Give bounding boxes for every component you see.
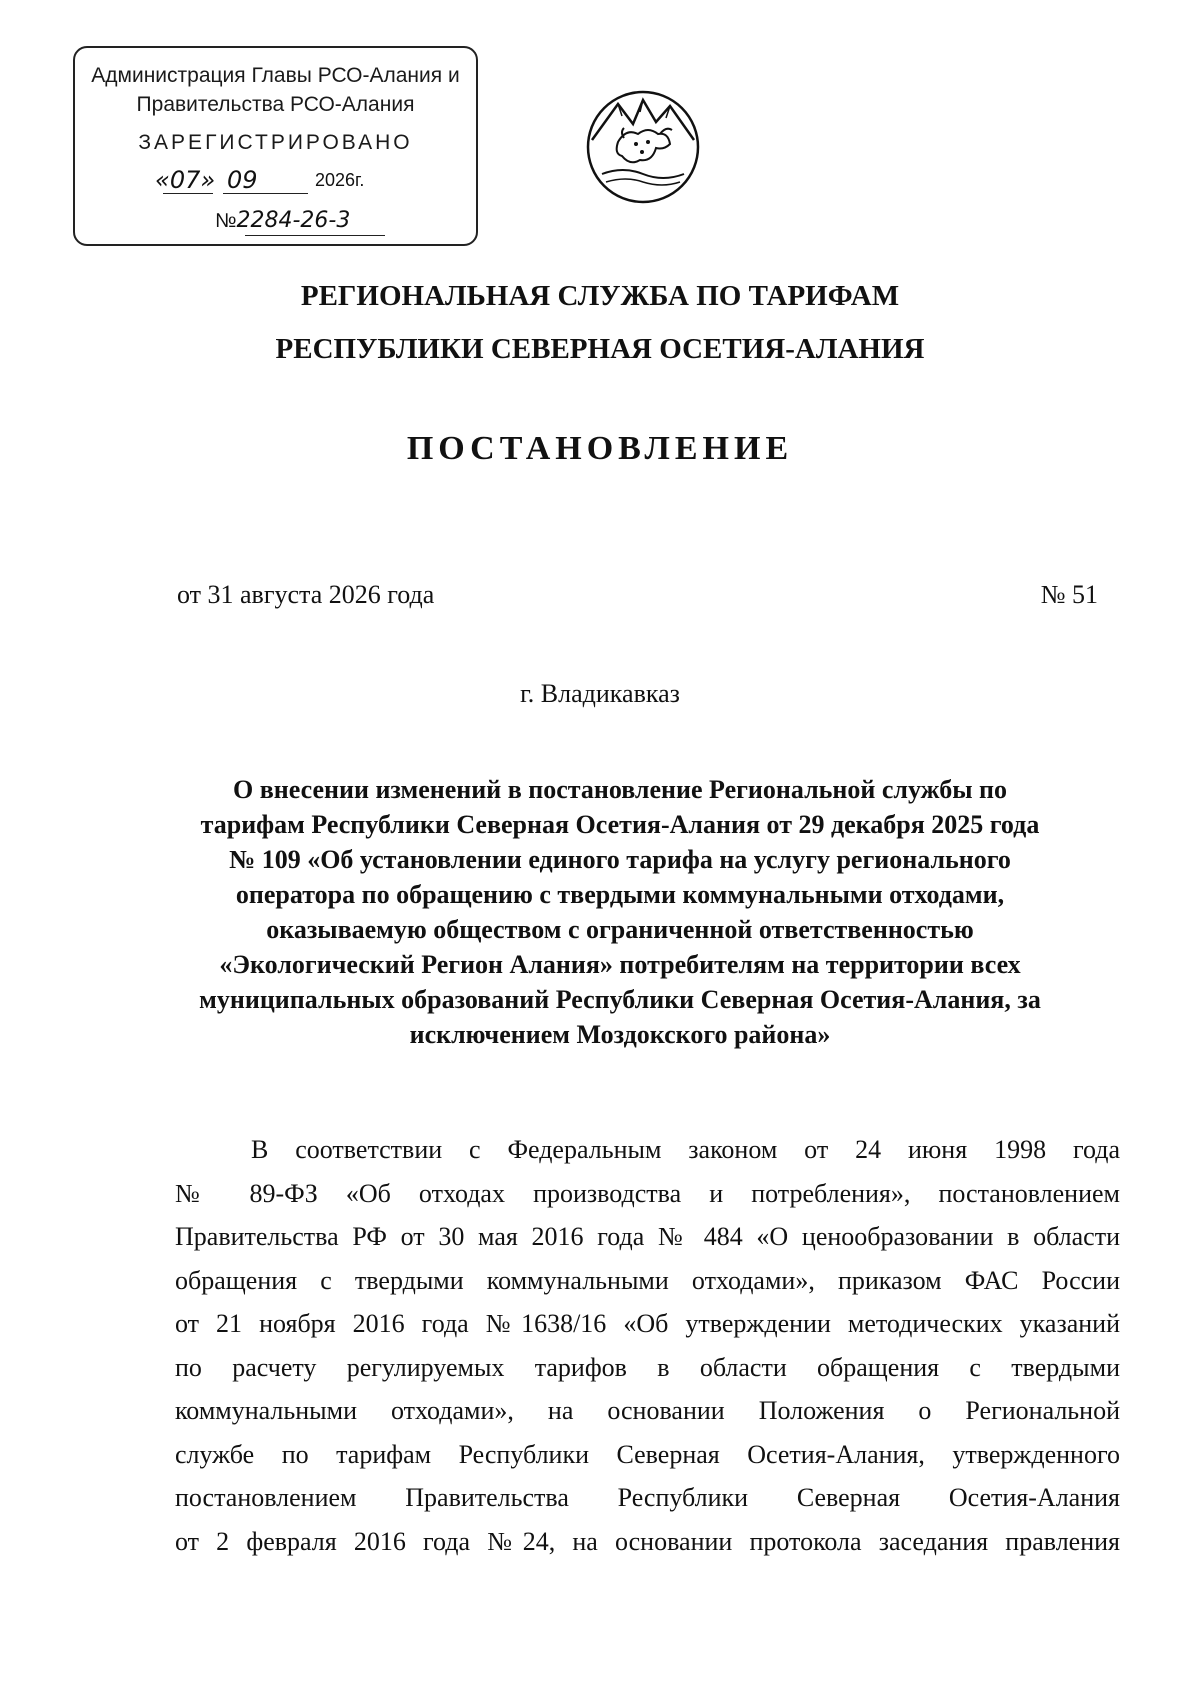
subject-line: муниципальных образований Республики Северная Осетия-Алания, за	[199, 985, 1041, 1014]
subject-line: оператора по обращению с твердыми коммунальными отходами,	[235, 880, 1005, 909]
stamp-registered: ЗАРЕГИСТРИРОВАНО	[138, 131, 413, 154]
stamp-date	[155, 166, 415, 196]
document-subject	[170, 772, 1070, 1052]
body-line: коммунальными отходами», на основании Положения о Региональной	[175, 1396, 1120, 1425]
org-title-line-2: РЕСПУБЛИКИ СЕВЕРНАЯ ОСЕТИЯ-АЛАНИЯ	[275, 333, 925, 365]
stamp-number-underline	[245, 235, 385, 236]
subject-line: тарифам Республики Северная Осетия-Алания от 29 декабря 2025 года	[200, 810, 1040, 839]
stamp-number	[215, 208, 455, 238]
subject-line: О внесении изменений в постановление Региональной службы по	[233, 775, 1007, 804]
stamp-line-2: Правительства РСО-Алания	[136, 93, 415, 116]
stamp-line-1: Администрация Главы РСО-Алания и	[91, 64, 460, 87]
document-city: г. Владикавказ	[520, 679, 680, 708]
stamp-day-underline	[163, 193, 213, 194]
body-line: от 2 февраля 2016 года №24, на основании протокола заседания правления	[175, 1526, 1120, 1556]
stamp-year: 2026г.	[315, 170, 365, 190]
body-line: постановлением Правительства Республики Северная Осетия-Алания	[175, 1483, 1120, 1512]
subject-line: исключением Моздокского района»	[409, 1020, 831, 1049]
subject-line: № 109 «Об установлении единого тарифа на услугу регионального	[229, 845, 1011, 874]
body-line: В соответствии с Федеральным законом от 24 июня 1998 года	[251, 1135, 1120, 1164]
document-type-title: ПОСТАНОВЛЕНИЕ	[406, 430, 794, 467]
body-line: № 89-ФЗ «Об отходах производства и потребления», постановлением	[175, 1178, 1120, 1208]
stamp-number-prefix: №	[215, 210, 237, 232]
subject-line: оказываемую обществом с ограниченной ответственностью	[266, 915, 974, 944]
body-line: Правительства РФ от 30 мая 2016 года № 484 «О ценообразовании в области	[175, 1222, 1120, 1251]
stamp-number-value: 2284-26-3	[236, 208, 351, 233]
stamp-day: «07»	[155, 166, 216, 194]
body-line: по расчету регулируемых тарифов в области обращения с твердыми	[175, 1352, 1120, 1382]
body-line: службе по тарифам Республики Северная Осетия-Алания, утвержденного	[175, 1439, 1120, 1469]
stamp-month-underline	[223, 193, 308, 194]
stamp-month: 09	[227, 166, 258, 194]
subject-line: «Экологический Регион Алания» потребителям на территории всех	[219, 950, 1021, 979]
document-date: от 31 августа 2026 года	[177, 580, 435, 609]
org-title-line-1: РЕГИОНАЛЬНАЯ СЛУЖБА ПО ТАРИФАМ	[300, 280, 900, 312]
document-number: № 51	[1040, 580, 1098, 609]
body-line: от 21 ноября 2016 года №1638/16 «Об утверждении методических указаний	[175, 1309, 1120, 1338]
coat-of-arms-icon	[578, 82, 708, 212]
body-line: обращения с твердыми коммунальными отходами», приказом ФАС России	[175, 1265, 1120, 1295]
document-body	[175, 1128, 1120, 1563]
registration-stamp	[73, 46, 478, 246]
